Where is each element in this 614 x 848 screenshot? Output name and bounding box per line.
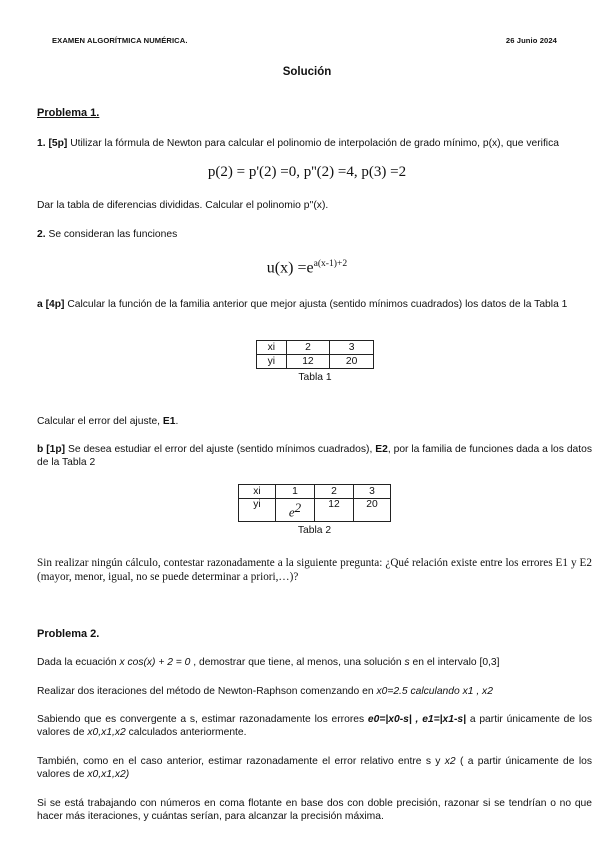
table-1-caption: Tabla 1 <box>298 372 332 383</box>
table-cell: 12 <box>286 355 330 369</box>
problem1-q1-statement <box>37 137 592 150</box>
page-title: Solución <box>282 66 332 78</box>
table-cell: 20 <box>354 499 391 522</box>
table-cell: xi <box>239 485 276 499</box>
q1-points: [5p] <box>48 138 68 149</box>
table-2 <box>238 484 391 522</box>
q2-error-end: . <box>175 416 179 427</box>
p2-p4-b: x2 <box>444 756 456 767</box>
q2b-statement <box>37 443 592 469</box>
q2-number: 2. <box>37 229 46 240</box>
q2-error-line <box>37 415 592 428</box>
q1-formula: p(2) = p'(2) =0, p''(2) =4, p(3) =2 <box>207 164 407 180</box>
table-cell: yi <box>257 355 287 369</box>
q2-error-text: Calcular el error del ajuste, <box>37 416 163 427</box>
p2-p1-s: s <box>404 657 410 668</box>
table-cell: 2 <box>286 341 330 355</box>
table-cell: 1 <box>276 485 315 499</box>
table-cell: 2 <box>315 485 354 499</box>
problem1-heading: Problema 1. <box>37 107 100 119</box>
p2-p2-a: Realizar dos iteraciones del método de Newton-Raphson comenzando en <box>37 686 377 697</box>
table-cell: 3 <box>330 341 374 355</box>
p2-p3-a: Sabiendo que es convergente a s, estimar razonadamente los errores <box>37 714 368 725</box>
problem2-p3 <box>37 713 592 739</box>
table-cell: 3 <box>354 485 391 499</box>
table-1 <box>256 340 374 369</box>
q2-formula <box>0 258 614 277</box>
q2b-question: Sin realizar ningún cálculo, contestar razonadamente a la siguiente pregunta: ¿Qué relación existe entre los errores E1 y E2 (mayor, menor, igual, no se puede determinar a priori,…)? <box>37 557 592 583</box>
p2-p4-c: ( a partir únicamente de los valores de <box>37 756 592 780</box>
header-exam-name: EXAMEN ALGORÍTMICA NUMÉRICA. <box>52 36 188 45</box>
p2-p4-a: También, como en el caso anterior, estimar razonadamente el error relativo entre s y <box>37 756 445 767</box>
q2b-text-2: , por la familia de funciones dada a los datos de la Tabla 2 <box>37 444 593 468</box>
q2b-label: b [1p] <box>37 444 66 455</box>
table-row <box>239 485 391 499</box>
problem2-p4 <box>37 755 592 781</box>
q2a-statement <box>37 298 592 311</box>
table-cell-exp <box>276 499 315 522</box>
p2-p4-d: x0,x1,x2) <box>87 769 130 780</box>
table-row <box>257 341 374 355</box>
p2-p3-e: calculados anteriormente. <box>125 727 247 738</box>
q2b-e2-label: E2 <box>375 444 388 455</box>
p2-p3-c: a partir únicamente de los valores de <box>37 714 592 738</box>
problem2-p2 <box>37 685 592 698</box>
table-cell: 12 <box>315 499 354 522</box>
table-cell: 20 <box>330 355 374 369</box>
p2-p1-b: , demostrar que tiene, al menos, una solución <box>190 657 405 668</box>
q1-text: Utilizar la fórmula de Newton para calcular el polinomio de interpolación de grado mínimo, p(x), que verifica <box>67 138 559 149</box>
q2-error-label: E1 <box>162 416 176 427</box>
table-row <box>239 499 391 522</box>
p2-p1-equation: x cos(x) + 2 = 0 <box>119 657 191 668</box>
table-cell: xi <box>257 341 287 355</box>
p2-p2-b: x0=2.5 calculando x1 , x2 <box>376 686 493 697</box>
q2-formula-exponent: a(x-1)+2 <box>313 258 348 269</box>
e-squared-base: e <box>288 504 295 520</box>
table-cell: yi <box>239 499 276 522</box>
q2a-label: a [4p] <box>37 299 65 310</box>
problem2-p5: Si se está trabajando con números en coma flotante en base dos con doble precisión, razonar si se tendrían o no que hacer más iteraciones, y cuántas serían, para alcanzar la precisión máxima. <box>37 798 592 822</box>
e-squared-exponent: 2 <box>294 499 302 515</box>
p2-p1-a: Dada la ecuación <box>37 657 120 668</box>
table-row <box>257 355 374 369</box>
q1-followup: Dar la tabla de diferencias divididas. Calcular el polinomio p''(x). <box>37 200 329 211</box>
q2b-text-1: Se desea estudiar el error del ajuste (sentido mínimos cuadrados), <box>65 444 376 455</box>
problem2-p1 <box>37 656 592 669</box>
header-date: 26 Junio 2024 <box>505 36 557 45</box>
q2-formula-base: u(x) =e <box>266 259 314 277</box>
table-2-caption: Tabla 2 <box>297 525 332 536</box>
p2-p3-errors: e0=|x0-s| , e1=|x1-s| <box>367 714 467 725</box>
q2a-text: Calcular la función de la familia anterior que mejor ajusta (sentido mínimos cuadrados) los datos de la Tabla 1 <box>64 299 568 310</box>
q1-number: 1. <box>37 138 46 149</box>
problem2-heading: Problema 2. <box>37 628 100 640</box>
p2-p1-c: en el intervalo [0,3] <box>409 657 500 668</box>
problem1-q2-intro <box>37 228 592 241</box>
q2-intro-text: Se consideran las funciones <box>45 229 178 240</box>
p2-p3-d: x0,x1,x2 <box>87 727 126 738</box>
